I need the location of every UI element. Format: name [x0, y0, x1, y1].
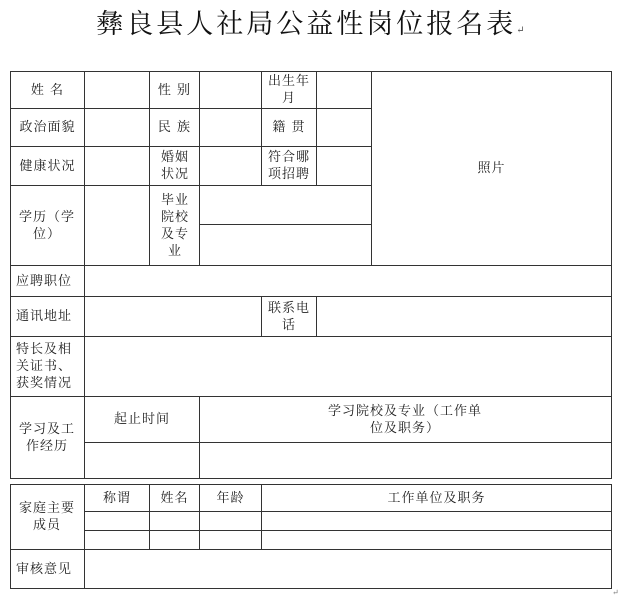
label-gender: 性 别: [157, 82, 192, 98]
label-family-members: 家庭主要成员: [18, 501, 75, 533]
label-school-work-unit: 学习院校及专业（工作单位及职务）: [327, 403, 482, 436]
label-age: 年龄: [216, 490, 245, 506]
label-member-name: 姓名: [160, 490, 189, 506]
label-health: 健康状况: [19, 158, 76, 174]
recruitment-category-input[interactable]: [317, 147, 371, 185]
form-title: [0, 2, 621, 42]
label-marital-status: 婚姻状况: [160, 150, 189, 182]
native-place-input[interactable]: [317, 109, 371, 146]
family-members-input[interactable]: [85, 512, 611, 549]
marital-status-input[interactable]: [200, 147, 261, 185]
education-input[interactable]: [85, 186, 149, 265]
gender-input[interactable]: [200, 72, 261, 108]
label-phone: 联系电话: [267, 300, 310, 333]
ethnicity-input[interactable]: [200, 109, 261, 146]
label-graduate-school: 毕业院校及专业: [160, 192, 189, 259]
label-political-status: 政治面貌: [19, 120, 76, 135]
form-title-text: 彝良县人社局公益性岗位报名表: [96, 9, 517, 40]
label-birth-date: 出生年月: [267, 74, 310, 106]
label-native-place: 籍 贯: [272, 120, 306, 135]
graduate-school-input[interactable]: [200, 186, 371, 224]
table-border-right: [611, 71, 612, 479]
paragraph-mark-icon: ↵: [612, 588, 619, 597]
label-period: 起止时间: [113, 412, 170, 427]
label-mailing-address: 通讯地址: [16, 309, 73, 324]
name-input[interactable]: [85, 72, 149, 108]
photo-area: 照片: [477, 161, 506, 176]
label-applied-position: 应聘职位: [16, 273, 73, 289]
political-status-input[interactable]: [85, 109, 149, 146]
applied-position-input[interactable]: [85, 266, 611, 296]
label-recruitment-category: 符合哪项招聘: [267, 150, 310, 182]
mailing-address-input[interactable]: [85, 297, 261, 336]
table-border-right: [611, 484, 612, 589]
label-name: 姓 名: [30, 82, 65, 98]
school-work-input[interactable]: [200, 443, 611, 478]
label-ethnicity: 民 族: [157, 120, 192, 135]
phone-input[interactable]: [317, 297, 611, 336]
review-opinion-input[interactable]: [85, 550, 611, 588]
major-input[interactable]: [200, 225, 371, 265]
label-review-opinion: 审核意见: [16, 561, 73, 577]
birth-date-input[interactable]: [317, 72, 371, 108]
label-study-work-experience: 学习及工作经历: [18, 421, 75, 454]
period-input[interactable]: [85, 443, 199, 478]
label-relation: 称谓: [102, 490, 131, 506]
label-skills-certificates: 特长及相关证书、获奖情况: [16, 342, 73, 391]
table-border-bottom: [10, 588, 612, 589]
label-education: 学历（学位）: [18, 209, 75, 242]
table-border-bottom: [10, 478, 612, 479]
skills-input[interactable]: [85, 337, 611, 396]
col-rule: [261, 296, 262, 336]
paragraph-mark-icon: ↵: [516, 25, 525, 36]
health-input[interactable]: [85, 147, 149, 185]
label-work-unit-duty: 工作单位及职务: [387, 490, 486, 506]
